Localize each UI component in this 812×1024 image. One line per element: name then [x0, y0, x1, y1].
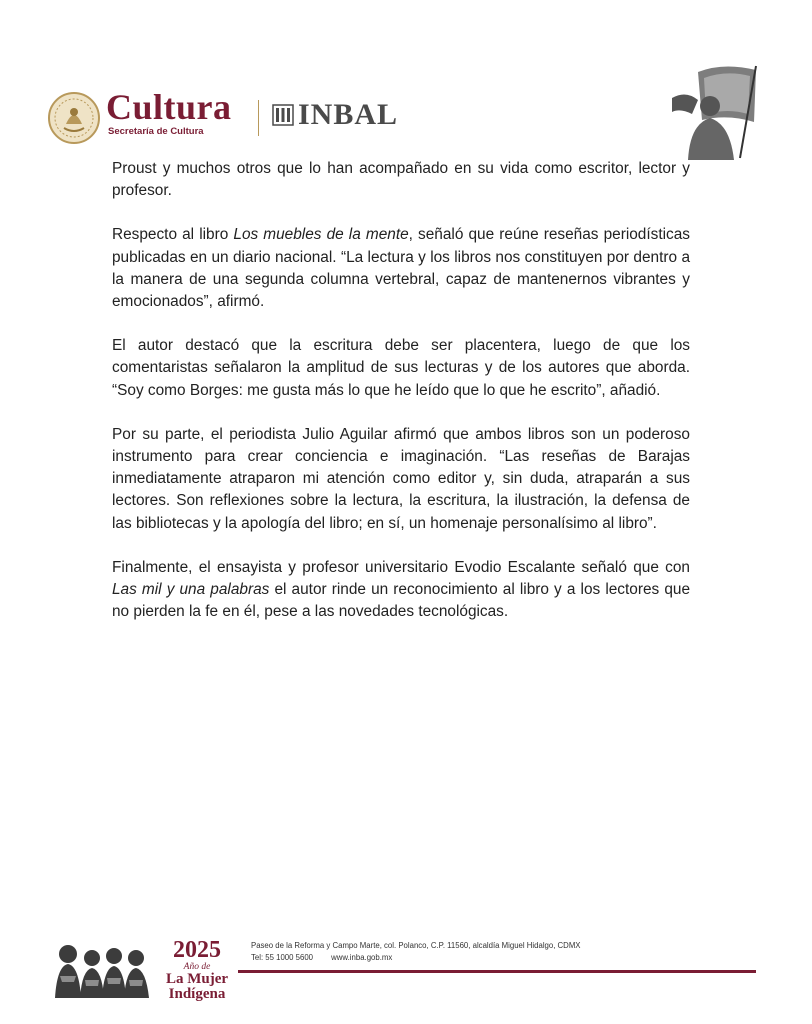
flag-bearer-illustration	[668, 64, 760, 160]
contact-info	[251, 940, 581, 964]
indigenous-women-illustration	[52, 936, 152, 998]
letterhead-footer	[0, 930, 812, 1020]
brand-block	[106, 88, 232, 137]
paragraph-5: Finalmente, el ensayista y profesor universitario Evodio Escalante señaló que con Las mil y una palabras el autor rinde un reconocimiento al libro y a los lectores que no pierden la fe en él, pese a las novedades tecnológicas.	[112, 558, 691, 621]
national-seal-icon	[48, 92, 100, 144]
website: www.inba.gob.mx	[331, 953, 393, 962]
paragraph-4: Por su parte, el periodista Julio Aguilar afirmó que ambos libros son un poderoso instrumento para crear conciencia e imaginación. “Las reseñas de Barajas inmediatamente atraparon mi atención como editor y, sin duda, atraparán a sus lectores. Son reflexiones sobre la lectura, la escritura, la ilustración, la defensa de las bibliotecas y la apología del libro; en sí, un homenaje personalísimo al libro”.	[112, 425, 690, 532]
phone: Tel: 55 1000 5600	[251, 953, 313, 962]
book-title-mil-palabras: Las mil y una palabras	[112, 581, 270, 599]
article-body	[112, 158, 690, 645]
letterhead	[0, 0, 812, 160]
campaign-caption: Año de	[183, 962, 211, 972]
inbal-emblem-icon	[272, 104, 294, 126]
inbal-text: INBAL	[298, 98, 399, 131]
book-title-muebles: Los muebles de la mente	[233, 226, 409, 244]
campaign-logo	[154, 938, 240, 1002]
paragraph-3: El autor destacó que la escritura debe ser placentera, luego de que los comentaristas señalaron la amplitud de sus lecturas y de los autores que aborda. “Soy como Borges: me gusta más lo que he leído que lo que he escrito”, añadió.	[112, 337, 690, 399]
paragraph-1: Proust y muchos otros que lo han acompañado en su vida como escritor, lector y profesor.	[112, 160, 690, 200]
campaign-line-1: La Mujer	[165, 971, 229, 987]
address-line: Paseo de la Reforma y Campo Marte, col. Polanco, C.P. 11560, alcaldía Miguel Hidalgo, CDMX	[251, 941, 581, 950]
campaign-line-2: Indígena	[168, 986, 226, 1002]
campaign-year: 2025	[173, 937, 221, 963]
brand-title: Cultura	[106, 87, 232, 127]
inbal-logo	[272, 98, 398, 132]
footer-rule	[238, 970, 756, 973]
brand-subtitle: Secretaría de Cultura	[108, 126, 204, 137]
brand-divider	[258, 100, 259, 136]
paragraph-2: Respecto al libro Los muebles de la mente, señaló que reúne reseñas periodísticas publicadas en un diario nacional. “La lectura y los libros nos constituyen por dentro a la manera de una segunda columna vertebral, capaz de mantenernos vibrantes y emocionados”, afirmó.	[112, 226, 690, 311]
